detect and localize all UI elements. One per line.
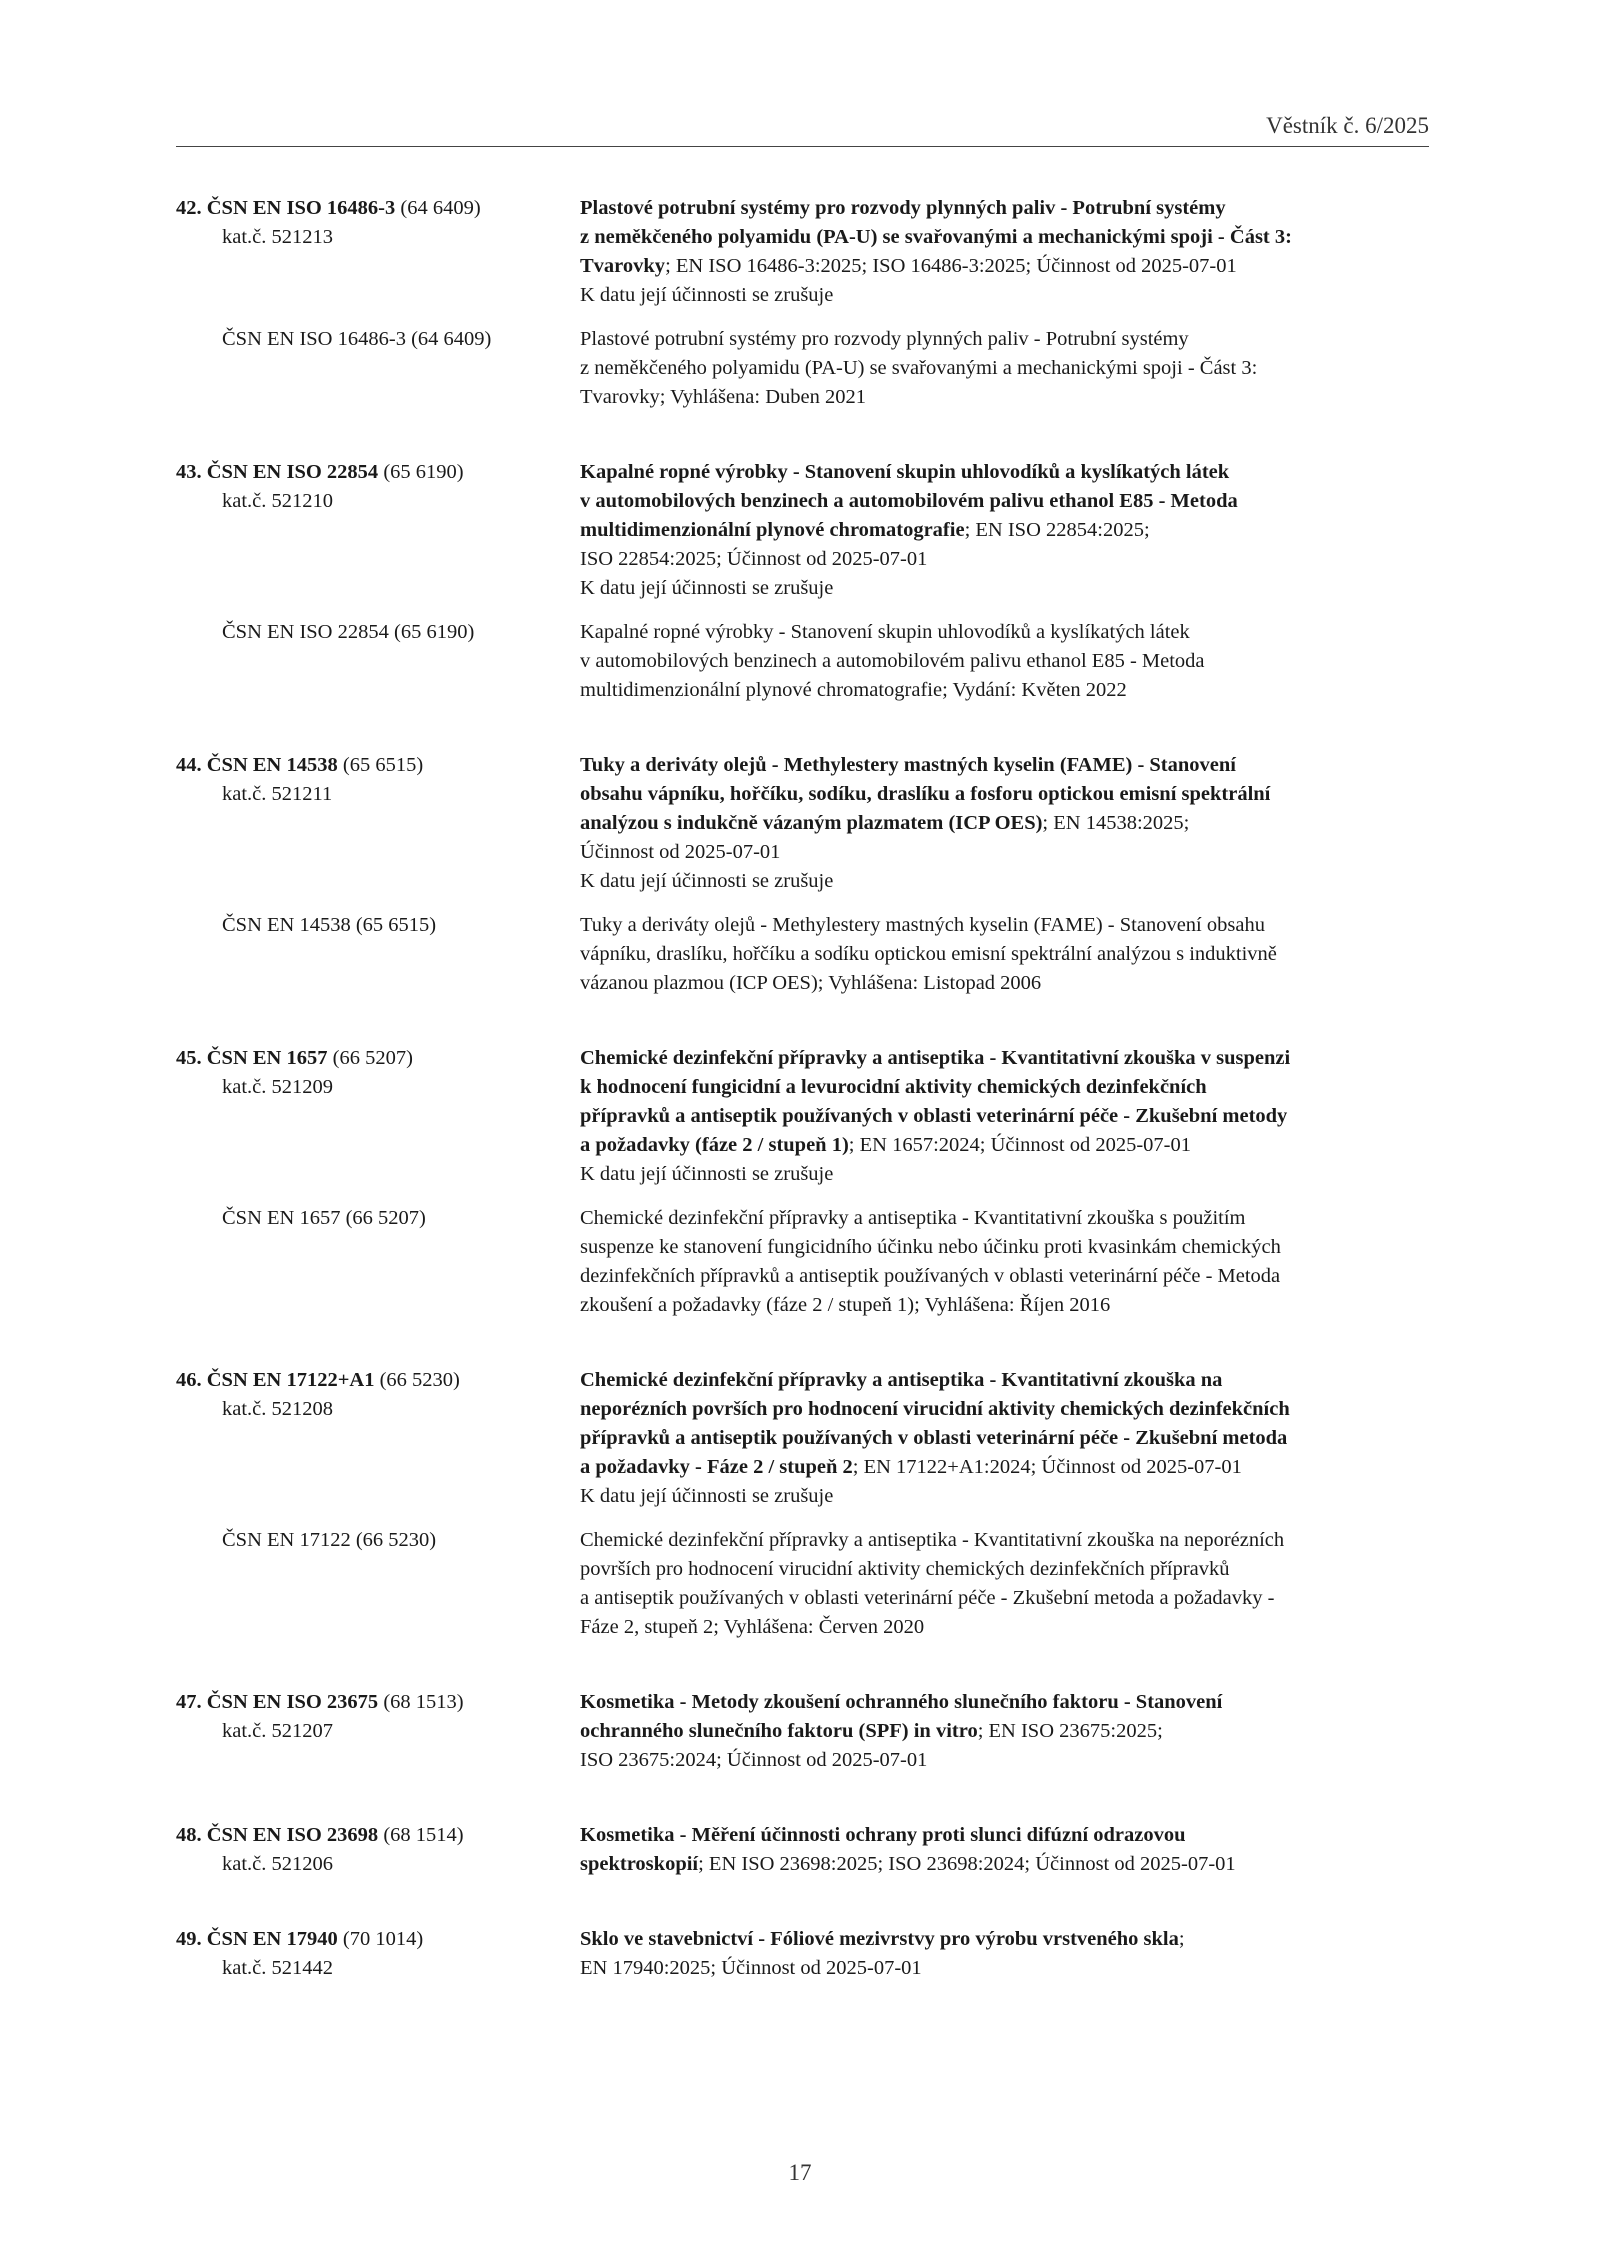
detail-text: ; EN 1657:2024; Účinnost od 2025-07-01: [848, 1134, 1192, 1156]
entry-main-row: [176, 194, 1429, 310]
description-line: [580, 1925, 1429, 1954]
entry-replaced-row: [176, 911, 1429, 998]
description-line: [580, 487, 1429, 516]
replaced-description-line: vázanou plazmou (ICP OES); Vyhlášena: Listopad 2006: [580, 972, 1042, 994]
standard-entry: [176, 1366, 1429, 1642]
title-text: ochranného slunečního faktoru (SPF) in vitro: [580, 1720, 978, 1742]
entry-code-line: [176, 1821, 580, 1850]
entry-replaced-row: [176, 618, 1429, 705]
standard-code: ČSN EN ISO 22854: [206, 461, 379, 483]
entry-main-row: [176, 1688, 1429, 1775]
entry-identifier: [176, 458, 580, 516]
replaced-description: [580, 618, 1429, 705]
detail-text: ISO 22854:2025; Účinnost od 2025-07-01: [580, 548, 928, 570]
replaced-description-line: z neměkčeného polyamidu (PA-U) se svařovanými a mechanickými spoji - Část 3:: [580, 357, 1258, 379]
entry-code-line: [176, 1688, 580, 1717]
classification-code: (68 1514): [383, 1824, 464, 1846]
entry-description: [580, 1821, 1429, 1879]
description-line: [580, 1102, 1429, 1131]
catalog-number: kat.č. 521213: [222, 226, 334, 248]
title-text: spektroskopií: [580, 1853, 699, 1875]
catalog-number: kat.č. 521211: [222, 783, 333, 805]
standard-code: ČSN EN ISO 23698: [206, 1824, 379, 1846]
standard-code: ČSN EN 14538: [206, 754, 338, 776]
title-text: Sklo ve stavebnictví - Fóliové mezivrstvy pro výrobu vrstveného skla: [580, 1928, 1179, 1950]
replaced-description-line: površích pro hodnocení virucidní aktivity chemických dezinfekčních přípravků: [580, 1558, 1230, 1580]
description-line: [580, 1954, 1429, 1983]
entry-code-line: [176, 1925, 580, 1954]
standards-list: [176, 194, 1429, 2029]
title-text: k hodnocení fungicidní a levurocidní aktivity chemických dezinfekčních: [580, 1076, 1207, 1098]
replaced-standard-code: ČSN EN 1657 (66 5207): [222, 1207, 426, 1229]
title-text: Kapalné ropné výrobky - Stanovení skupin uhlovodíků a kyslíkatých látek: [580, 461, 1230, 483]
standard-code: ČSN EN 1657: [206, 1047, 328, 1069]
header-rule: [176, 146, 1429, 147]
replaced-description-line: vápníku, draslíku, hořčíku a sodíku optickou emisní spektrální analýzou s induktivně: [580, 943, 1277, 965]
replaced-description-line: Kapalné ropné výrobky - Stanovení skupin uhlovodíků a kyslíkatých látek: [580, 621, 1190, 643]
description-line: [580, 780, 1429, 809]
description-line: [580, 1424, 1429, 1453]
description-line: [580, 223, 1429, 252]
title-text: v automobilových benzinech a automobilovém palivu ethanol E85 - Metoda: [580, 490, 1238, 512]
standard-entry: [176, 751, 1429, 998]
entry-main-row: [176, 1044, 1429, 1189]
catalog-number: kat.č. 521207: [222, 1720, 334, 1742]
catalog-number: kat.č. 521206: [222, 1853, 334, 1875]
description-line: [580, 1453, 1429, 1482]
entry-identifier: [176, 1821, 580, 1879]
replaced-description-line: multidimenzionální plynové chromatografie; Vydání: Květen 2022: [580, 679, 1127, 701]
detail-text: ; EN 14538:2025;: [1042, 812, 1190, 834]
standard-entry: [176, 1821, 1429, 1879]
catalog-number: kat.č. 521210: [222, 490, 334, 512]
description-line: [580, 516, 1429, 545]
title-text: a požadavky - Fáze 2 / stupeň 2: [580, 1456, 853, 1478]
detail-text: EN 17940:2025; Účinnost od 2025-07-01: [580, 1957, 922, 1979]
entry-number: 43.: [176, 461, 202, 483]
page-number: 17: [788, 2160, 812, 2185]
title-text: přípravků a antiseptik používaných v oblasti veterinární péče - Zkušební metody: [580, 1105, 1288, 1127]
entry-identifier: [176, 751, 580, 809]
standard-code: ČSN EN 17122+A1: [206, 1369, 375, 1391]
replaced-description-line: suspenze ke stanovení fungicidního účinku nebo účinku proti kvasinkám chemických: [580, 1236, 1281, 1258]
description-line: [580, 1482, 1429, 1511]
entry-number: 46.: [176, 1369, 202, 1391]
entry-main-row: [176, 1821, 1429, 1879]
entry-main-row: [176, 1366, 1429, 1511]
title-text: neporézních površích pro hodnocení virucidní aktivity chemických dezinfekčních: [580, 1398, 1290, 1420]
entry-code-line: [176, 1044, 580, 1073]
standard-entry: [176, 1688, 1429, 1775]
entry-code-line: [176, 194, 580, 223]
standard-code: ČSN EN ISO 16486-3: [206, 197, 396, 219]
replaced-description-line: zkoušení a požadavky (fáze 2 / stupeň 1); Vyhlášena: Říjen 2016: [580, 1294, 1111, 1316]
description-line: [580, 809, 1429, 838]
entry-number: 44.: [176, 754, 202, 776]
replaced-description-line: dezinfekčních přípravků a antiseptik používaných v oblasti veterinární péče - Metoda: [580, 1265, 1281, 1287]
classification-code: (70 1014): [342, 1928, 424, 1950]
replaced-description: [580, 911, 1429, 998]
entry-code-line: [176, 458, 580, 487]
detail-text: K datu její účinnosti se zrušuje: [580, 577, 834, 599]
entry-description: [580, 1925, 1429, 1983]
entry-description: [580, 1044, 1429, 1189]
description-line: [580, 194, 1429, 223]
detail-text: ; EN ISO 22854:2025;: [964, 519, 1150, 541]
standard-code: ČSN EN 17940: [206, 1928, 338, 1950]
title-text: a požadavky (fáze 2 / stupeň 1): [580, 1134, 849, 1156]
title-text: Kosmetika - Měření účinnosti ochrany proti slunci difúzní odrazovou: [580, 1824, 1186, 1846]
description-line: [580, 1131, 1429, 1160]
detail-text: ;: [1178, 1928, 1185, 1950]
description-line: [580, 281, 1429, 310]
replaced-description: [580, 325, 1429, 412]
catalog-number: kat.č. 521442: [222, 1957, 334, 1979]
description-line: [580, 1073, 1429, 1102]
entry-main-row: [176, 751, 1429, 896]
replaced-description: [580, 1526, 1429, 1642]
replaced-standard-code: ČSN EN 17122 (66 5230): [222, 1529, 437, 1551]
title-text: přípravků a antiseptik používaných v oblasti veterinární péče - Zkušební metoda: [580, 1427, 1288, 1449]
description-line: [580, 1688, 1429, 1717]
standard-code: ČSN EN ISO 23675: [206, 1691, 379, 1713]
description-line: [580, 838, 1429, 867]
classification-code: (65 6190): [383, 461, 464, 483]
entry-code-line: [176, 751, 580, 780]
classification-code: (68 1513): [383, 1691, 464, 1713]
detail-text: Účinnost od 2025-07-01: [580, 841, 781, 863]
entry-number: 48.: [176, 1824, 202, 1846]
title-text: Kosmetika - Metody zkoušení ochranného slunečního faktoru - Stanovení: [580, 1691, 1223, 1713]
entry-identifier: [176, 1925, 580, 1983]
standard-entry: [176, 458, 1429, 705]
description-line: [580, 252, 1429, 281]
entry-number: 42.: [176, 197, 202, 219]
entry-replaced-row: [176, 1204, 1429, 1320]
classification-code: (64 6409): [400, 197, 481, 219]
replaced-description-line: Tvarovky; Vyhlášena: Duben 2021: [580, 386, 866, 408]
description-line: [580, 1395, 1429, 1424]
description-line: [580, 867, 1429, 896]
detail-text: K datu její účinnosti se zrušuje: [580, 870, 834, 892]
detail-text: K datu její účinnosti se zrušuje: [580, 1163, 834, 1185]
title-text: z neměkčeného polyamidu (PA-U) se svařovanými a mechanickými spoji - Část 3:: [580, 226, 1292, 248]
entry-description: [580, 194, 1429, 310]
description-line: [580, 1717, 1429, 1746]
description-line: [580, 1746, 1429, 1775]
entry-identifier: [176, 1044, 580, 1102]
title-text: Chemické dezinfekční přípravky a antiseptika - Kvantitativní zkouška v suspenzi: [580, 1047, 1291, 1069]
description-line: [580, 1044, 1429, 1073]
standard-entry: [176, 194, 1429, 412]
entry-description: [580, 1366, 1429, 1511]
replaced-description-line: Chemické dezinfekční přípravky a antiseptika - Kvantitativní zkouška s použitím: [580, 1207, 1246, 1229]
description-line: [580, 751, 1429, 780]
entry-identifier: [176, 1366, 580, 1424]
entry-number: 49.: [176, 1928, 202, 1950]
description-line: [580, 1821, 1429, 1850]
standard-entry: [176, 1044, 1429, 1320]
detail-text: ; EN 17122+A1:2024; Účinnost od 2025-07-01: [852, 1456, 1242, 1478]
replaced-standard-code: ČSN EN ISO 16486-3 (64 6409): [222, 328, 492, 350]
classification-code: (66 5207): [332, 1047, 413, 1069]
description-line: [580, 545, 1429, 574]
entry-number: 45.: [176, 1047, 202, 1069]
title-text: Tvarovky: [580, 255, 666, 277]
classification-code: (65 6515): [342, 754, 424, 776]
entry-code-line: [176, 1366, 580, 1395]
entry-identifier: [176, 1688, 580, 1746]
title-text: Chemické dezinfekční přípravky a antiseptika - Kvantitativní zkouška na: [580, 1369, 1223, 1391]
detail-text: ; EN ISO 23675:2025;: [977, 1720, 1163, 1742]
description-line: [580, 574, 1429, 603]
entry-main-row: [176, 1925, 1429, 1983]
description-line: [580, 1850, 1429, 1879]
title-text: Tuky a deriváty olejů - Methylestery mastných kyselin (FAME) - Stanovení: [580, 754, 1236, 776]
entry-description: [580, 1688, 1429, 1775]
entry-identifier: [176, 194, 580, 252]
replaced-description-line: v automobilových benzinech a automobilovém palivu ethanol E85 - Metoda: [580, 650, 1205, 672]
replaced-description-line: Fáze 2, stupeň 2; Vyhlášena: Červen 2020: [580, 1616, 925, 1638]
entry-description: [580, 751, 1429, 896]
replaced-standard-code: ČSN EN ISO 22854 (65 6190): [222, 621, 475, 643]
catalog-number: kat.č. 521208: [222, 1398, 334, 1420]
classification-code: (66 5230): [379, 1369, 460, 1391]
entry-main-row: [176, 458, 1429, 603]
detail-text: ; EN ISO 23698:2025; ISO 23698:2024; Účinnost od 2025-07-01: [698, 1853, 1236, 1875]
detail-text: ; EN ISO 16486-3:2025; ISO 16486-3:2025; Účinnost od 2025-07-01: [665, 255, 1237, 277]
title-text: Plastové potrubní systémy pro rozvody plynných paliv - Potrubní systémy: [580, 197, 1226, 219]
detail-text: ISO 23675:2024; Účinnost od 2025-07-01: [580, 1749, 928, 1771]
title-text: obsahu vápníku, hořčíku, sodíku, draslíku a fosforu optickou emisní spektrální: [580, 783, 1271, 805]
description-line: [580, 1366, 1429, 1395]
description-line: [580, 1160, 1429, 1189]
bulletin-title: Věstník č. 6/2025: [1266, 113, 1429, 138]
title-text: multidimenzionální plynové chromatografie: [580, 519, 965, 541]
entry-number: 47.: [176, 1691, 202, 1713]
detail-text: K datu její účinnosti se zrušuje: [580, 1485, 834, 1507]
catalog-number: kat.č. 521209: [222, 1076, 334, 1098]
replaced-standard-code: ČSN EN 14538 (65 6515): [222, 914, 437, 936]
replaced-description-line: Plastové potrubní systémy pro rozvody plynných paliv - Potrubní systémy: [580, 328, 1189, 350]
replaced-description-line: Tuky a deriváty olejů - Methylestery mastných kyselin (FAME) - Stanovení obsahu: [580, 914, 1265, 936]
detail-text: K datu její účinnosti se zrušuje: [580, 284, 834, 306]
replaced-description-line: a antiseptik používaných v oblasti veterinární péče - Zkušební metoda a požadavky -: [580, 1587, 1275, 1609]
description-line: [580, 458, 1429, 487]
entry-replaced-row: [176, 1526, 1429, 1642]
entry-replaced-row: [176, 325, 1429, 412]
entry-description: [580, 458, 1429, 603]
replaced-description-line: Chemické dezinfekční přípravky a antiseptika - Kvantitativní zkouška na neporézních: [580, 1529, 1285, 1551]
replaced-description: [580, 1204, 1429, 1320]
title-text: analýzou s indukčně vázaným plazmatem (ICP OES): [580, 812, 1043, 834]
standard-entry: [176, 1925, 1429, 1983]
